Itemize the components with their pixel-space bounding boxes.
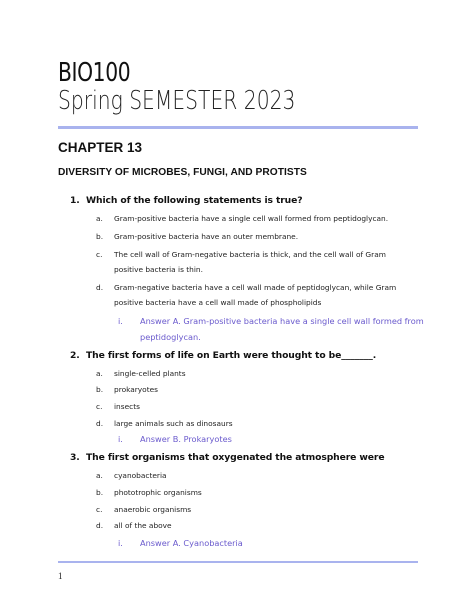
option-text: Gram-negative bacteria have a cell wall made of peptidoglycan, while Gram xyxy=(114,283,397,292)
question-number: 1. xyxy=(70,195,80,206)
option-text: positive bacteria is thin. xyxy=(114,265,203,274)
option-letter: a. xyxy=(96,214,103,223)
option-text: Gram-positive bacteria have a single cell wall formed from peptidoglycan. xyxy=(114,214,389,223)
question-number: 3. xyxy=(70,452,80,463)
course-title: BIO100 xyxy=(58,58,131,88)
chapter-heading: CHAPTER 13 xyxy=(58,140,143,155)
answer-text: peptidoglycan. xyxy=(140,332,201,342)
answer-text: Answer A. Gram-positive bacteria have a single cell wall formed from xyxy=(140,316,424,326)
option-text: single-celled plants xyxy=(114,369,186,378)
answer-numeral: i. xyxy=(118,434,123,444)
question-1 xyxy=(70,195,302,206)
answer-numeral: i. xyxy=(118,316,123,326)
option-text: phototrophic organisms xyxy=(114,488,202,497)
option-letter: c. xyxy=(96,250,103,259)
answer-text: Answer B. Prokaryotes xyxy=(140,434,232,444)
question-text: The first organisms that oxygenated the atmosphere were xyxy=(86,452,385,463)
question-2 xyxy=(70,350,376,361)
option-text: cyanobacteria xyxy=(114,471,167,480)
option-letter: b. xyxy=(96,385,104,394)
question-number: 2. xyxy=(70,350,80,361)
page-number: 1 xyxy=(58,571,63,581)
question-text: Which of the following statements is true? xyxy=(86,195,303,206)
answer-text: Answer A. Cyanobacteria xyxy=(140,538,243,548)
option-letter: b. xyxy=(96,232,104,241)
footer-divider xyxy=(58,561,418,563)
section-heading: DIVERSITY OF MICROBES, FUNGI, AND PROTISTS xyxy=(58,167,307,178)
option-letter: a. xyxy=(96,471,103,480)
option-text: insects xyxy=(114,402,140,411)
option-text: all of the above xyxy=(114,521,172,530)
top-divider xyxy=(58,126,418,129)
option-text: The cell wall of Gram-negative bacteria is thick, and the cell wall of Gram xyxy=(114,250,386,259)
option-text: positive bacteria have a cell wall made of phospholipids xyxy=(114,298,322,307)
option-letter: c. xyxy=(96,505,103,514)
option-letter: d. xyxy=(96,283,104,292)
answer-numeral: i. xyxy=(118,538,123,548)
option-letter: d. xyxy=(96,521,104,530)
option-letter: d. xyxy=(96,419,104,428)
semester-title: Spring SEMESTER 2023 xyxy=(58,86,296,116)
question-text: The first forms of life on Earth were thought to be_______. xyxy=(86,350,377,361)
option-text: anaerobic organisms xyxy=(114,505,192,514)
question-3 xyxy=(70,452,385,463)
option-text: Gram-positive bacteria have an outer membrane. xyxy=(114,232,299,241)
option-letter: b. xyxy=(96,488,104,497)
option-letter: a. xyxy=(96,369,103,378)
option-text: large animals such as dinosaurs xyxy=(114,419,233,428)
option-text: prokaryotes xyxy=(114,385,158,394)
option-letter: c. xyxy=(96,402,103,411)
